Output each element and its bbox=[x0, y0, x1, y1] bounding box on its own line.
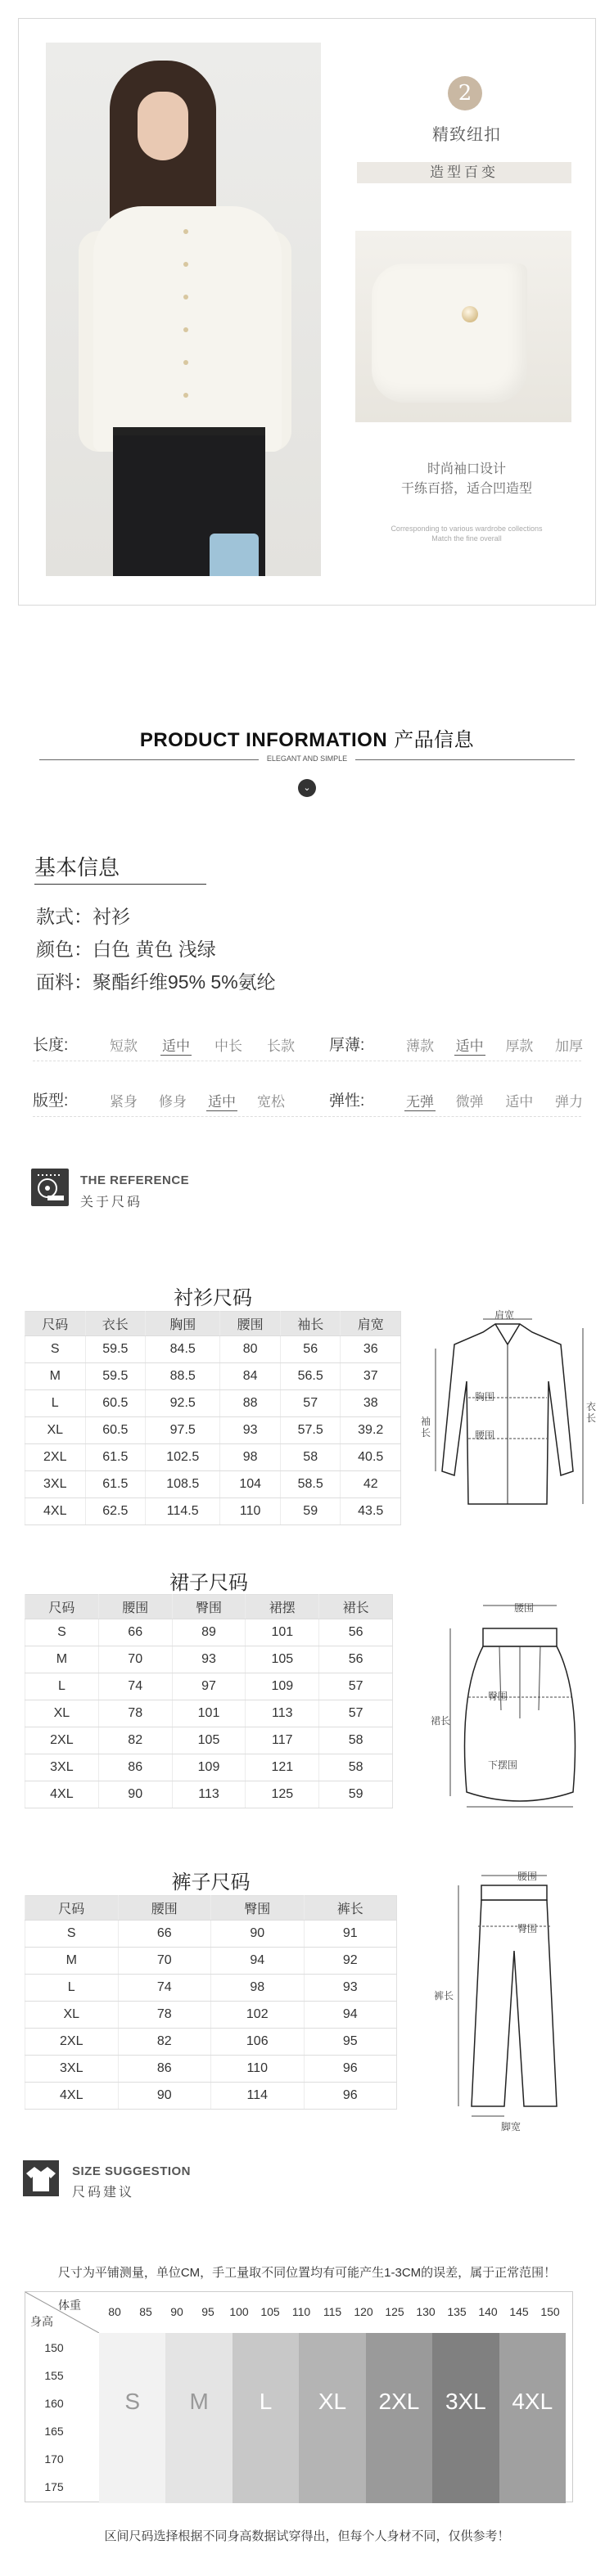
table-cell: 102.5 bbox=[146, 1444, 220, 1471]
table-header: 裙摆 bbox=[246, 1595, 319, 1619]
table-cell: 60.5 bbox=[85, 1390, 146, 1417]
table-cell: 117 bbox=[246, 1727, 319, 1754]
table-cell: 70 bbox=[98, 1646, 172, 1673]
detail-title: 精致纽扣 bbox=[432, 126, 501, 144]
shirt-table-body bbox=[25, 1336, 401, 1525]
table-cell: 82 bbox=[98, 1727, 172, 1754]
table-cell: 90 bbox=[98, 1781, 172, 1808]
table-header: 腰围 bbox=[98, 1595, 172, 1619]
size-band bbox=[432, 2333, 499, 2503]
size-band-label: 2XL bbox=[378, 2389, 420, 2414]
table-row bbox=[25, 1619, 393, 1646]
table-cell: 92 bbox=[304, 1948, 397, 1975]
skirt-diagram bbox=[442, 1596, 589, 1817]
model-belt bbox=[113, 427, 265, 435]
table-cell: 125 bbox=[246, 1781, 319, 1808]
table-cell: 59.5 bbox=[85, 1363, 146, 1390]
table-cell: 3XL bbox=[25, 2056, 119, 2083]
table-cell: 59 bbox=[280, 1498, 341, 1525]
chevron-down-icon: ⌄ bbox=[298, 779, 316, 797]
length-option-selected: 适中 bbox=[160, 1034, 192, 1056]
cuff-tiny-text bbox=[370, 524, 563, 543]
table-cell: 105 bbox=[246, 1646, 319, 1673]
shirt-diagram-shoulder: 肩宽 bbox=[494, 1309, 515, 1321]
suggestion-title-en: SIZE SUGGESTION bbox=[72, 2164, 192, 2178]
table-cell: 102 bbox=[211, 2002, 305, 2029]
height-header: 175 bbox=[44, 2480, 64, 2493]
reference-title-cn: 关于尺码 bbox=[80, 1196, 143, 1209]
table-cell: 84 bbox=[220, 1363, 281, 1390]
table-row bbox=[25, 1417, 401, 1444]
suggestion-title-cn: 尺码建议 bbox=[72, 2186, 135, 2200]
table-header-row bbox=[25, 1896, 397, 1921]
weight-header: 90 bbox=[170, 2305, 183, 2318]
fit-label: 版型: bbox=[33, 1092, 69, 1110]
length-option: 短款 bbox=[110, 1038, 138, 1054]
suggestion-note: 尺寸为平铺测量，单位CM，手工量取不同位置均有可能产生1-3CM的误差，属于正常范围！ bbox=[57, 2266, 557, 2280]
model-photo bbox=[46, 43, 321, 576]
table-row bbox=[25, 1781, 393, 1808]
corner-weight-label: 体重 bbox=[58, 2299, 81, 2312]
attr-divider bbox=[33, 1116, 581, 1117]
table-cell: 70 bbox=[118, 1948, 211, 1975]
table-cell: 101 bbox=[246, 1619, 319, 1646]
table-cell: 86 bbox=[98, 1754, 172, 1781]
table-row bbox=[25, 2029, 397, 2056]
shirt-table-title: 衬衫尺码 bbox=[174, 1287, 252, 1309]
table-row bbox=[25, 1727, 393, 1754]
size-band bbox=[299, 2333, 365, 2503]
pants-diagram-length: 裤长 bbox=[434, 1990, 454, 2002]
table-cell: 36 bbox=[341, 1336, 401, 1363]
height-header: 170 bbox=[44, 2452, 64, 2466]
size-band bbox=[165, 2333, 232, 2503]
weight-header: 140 bbox=[478, 2305, 498, 2318]
pants-diagram-waist: 腰围 bbox=[517, 1871, 538, 1882]
thickness-option: 薄款 bbox=[406, 1038, 434, 1054]
table-cell: S bbox=[25, 1336, 86, 1363]
pants-diagram-hip: 臀围 bbox=[517, 1923, 538, 1934]
table-row bbox=[25, 1390, 401, 1417]
fit-option: 宽松 bbox=[257, 1094, 285, 1110]
table-cell: 3XL bbox=[25, 1471, 86, 1498]
table-cell: 74 bbox=[98, 1673, 172, 1700]
table-cell: 58 bbox=[280, 1444, 341, 1471]
table-cell: 121 bbox=[246, 1754, 319, 1781]
skirt-table-title: 裙子尺码 bbox=[169, 1572, 248, 1594]
table-cell: 93 bbox=[220, 1417, 281, 1444]
table-cell: 58.5 bbox=[280, 1471, 341, 1498]
table-row bbox=[25, 2002, 397, 2029]
cuff-caption-line2: 干练百搭，适合凹造型 bbox=[400, 482, 532, 496]
table-cell: 56.5 bbox=[280, 1363, 341, 1390]
table-header: 尺码 bbox=[25, 1896, 119, 1921]
cuff-detail-photo bbox=[355, 231, 571, 422]
shirt-diagram bbox=[426, 1308, 589, 1520]
table-header: 尺码 bbox=[25, 1595, 99, 1619]
size-band-label: XL bbox=[318, 2389, 347, 2414]
table-cell: 80 bbox=[220, 1336, 281, 1363]
weight-header: 130 bbox=[416, 2305, 436, 2318]
table-cell: 56 bbox=[319, 1646, 393, 1673]
table-cell: 114 bbox=[211, 2083, 305, 2110]
table-cell: 96 bbox=[304, 2083, 397, 2110]
table-cell: 92.5 bbox=[146, 1390, 220, 1417]
skirt-size-table bbox=[25, 1594, 393, 1808]
shirt-diagram-length: 衣长 bbox=[586, 1401, 597, 1424]
product-info-title-cn: 产品信息 bbox=[394, 729, 475, 751]
table-header: 袖长 bbox=[280, 1312, 341, 1336]
table-header: 尺码 bbox=[25, 1312, 86, 1336]
table-cell: 66 bbox=[118, 1921, 211, 1948]
elastic-label: 弹性: bbox=[329, 1092, 365, 1110]
table-cell: 101 bbox=[172, 1700, 246, 1727]
cuff-button bbox=[462, 306, 478, 322]
table-cell: 114.5 bbox=[146, 1498, 220, 1525]
table-cell: 113 bbox=[172, 1781, 246, 1808]
weight-header: 150 bbox=[540, 2305, 560, 2318]
table-cell: 98 bbox=[220, 1444, 281, 1471]
table-cell: 89 bbox=[172, 1619, 246, 1646]
table-cell: 2XL bbox=[25, 1727, 99, 1754]
length-option: 中长 bbox=[214, 1038, 242, 1054]
skirt-diagram-length: 裙长 bbox=[431, 1715, 451, 1727]
thickness-option: 加厚 bbox=[554, 1038, 583, 1054]
table-cell: 94 bbox=[304, 2002, 397, 2029]
elastic-option: 弹力 bbox=[554, 1094, 583, 1110]
table-header: 胸围 bbox=[146, 1312, 220, 1336]
table-cell: 105 bbox=[172, 1727, 246, 1754]
table-cell: 61.5 bbox=[85, 1471, 146, 1498]
fit-option-selected: 适中 bbox=[206, 1090, 237, 1111]
length-label: 长度: bbox=[33, 1037, 69, 1054]
table-cell: 88 bbox=[220, 1390, 281, 1417]
table-header: 臀围 bbox=[211, 1896, 305, 1921]
table-row bbox=[25, 1948, 397, 1975]
tiny-line2: Match the fine overall bbox=[431, 534, 502, 543]
step-number-badge: 2 bbox=[448, 76, 482, 110]
table-cell: XL bbox=[25, 1417, 86, 1444]
table-cell: M bbox=[25, 1646, 99, 1673]
table-header-row bbox=[25, 1312, 401, 1336]
skirt-diagram-hem: 下摆围 bbox=[488, 1759, 518, 1771]
table-cell: 58 bbox=[319, 1754, 393, 1781]
table-header-row bbox=[25, 1595, 393, 1619]
table-cell: 3XL bbox=[25, 1754, 99, 1781]
weight-header: 115 bbox=[323, 2305, 342, 2318]
table-cell: 104 bbox=[220, 1471, 281, 1498]
cuff-caption bbox=[368, 460, 565, 499]
tape-measure-icon bbox=[31, 1169, 69, 1206]
table-row bbox=[25, 2056, 397, 2083]
shirt-icon bbox=[23, 2160, 59, 2196]
weight-header: 95 bbox=[201, 2305, 214, 2318]
size-band-label: 3XL bbox=[445, 2389, 486, 2414]
shirt-diagram-sleeve: 袖长 bbox=[421, 1416, 431, 1439]
table-cell: 56 bbox=[280, 1336, 341, 1363]
table-cell: 61.5 bbox=[85, 1444, 146, 1471]
elastic-option: 微弹 bbox=[455, 1094, 484, 1110]
height-header: 150 bbox=[44, 2341, 64, 2354]
fit-options bbox=[108, 1090, 287, 1111]
shirt-diagram-waist: 腰围 bbox=[475, 1430, 495, 1441]
basic-style: 款式：衬衫 bbox=[36, 906, 130, 927]
table-cell: 96 bbox=[304, 2056, 397, 2083]
table-cell: 90 bbox=[211, 1921, 305, 1948]
table-row bbox=[25, 1471, 401, 1498]
table-cell: XL bbox=[25, 1700, 99, 1727]
table-cell: 42 bbox=[341, 1471, 401, 1498]
thickness-label: 厚薄: bbox=[329, 1037, 365, 1054]
table-cell: 110 bbox=[211, 2056, 305, 2083]
fit-option: 修身 bbox=[159, 1094, 187, 1110]
size-suggestion-grid bbox=[25, 2291, 573, 2502]
weight-header: 145 bbox=[509, 2305, 529, 2318]
thickness-options bbox=[404, 1034, 585, 1056]
skirt-diagram-hip: 臀围 bbox=[488, 1691, 508, 1702]
elastic-option-selected: 无弹 bbox=[404, 1090, 436, 1111]
table-cell: 4XL bbox=[25, 2083, 119, 2110]
cuff-shape bbox=[372, 263, 527, 403]
basic-colors: 颜色：白色 黄色 浅绿 bbox=[36, 939, 216, 960]
table-cell: 57.5 bbox=[280, 1417, 341, 1444]
table-row bbox=[25, 1700, 393, 1727]
table-cell: 59.5 bbox=[85, 1336, 146, 1363]
table-cell: 58 bbox=[319, 1727, 393, 1754]
pants-table-title: 裤子尺码 bbox=[171, 1871, 251, 1894]
table-cell: M bbox=[25, 1363, 86, 1390]
table-cell: 88.5 bbox=[146, 1363, 220, 1390]
table-cell: 39.2 bbox=[341, 1417, 401, 1444]
cuff-caption-line1: 时尚袖口设计 bbox=[427, 462, 506, 476]
table-cell: 78 bbox=[118, 2002, 211, 2029]
product-info-title-en: PRODUCT INFORMATION bbox=[139, 729, 388, 751]
table-cell: XL bbox=[25, 2002, 119, 2029]
table-row bbox=[25, 1498, 401, 1525]
table-cell: 57 bbox=[319, 1700, 393, 1727]
table-cell: 4XL bbox=[25, 1498, 86, 1525]
table-cell: M bbox=[25, 1948, 119, 1975]
table-cell: 95 bbox=[304, 2029, 397, 2056]
weight-header: 110 bbox=[291, 2305, 311, 2318]
basic-info-underline bbox=[34, 884, 206, 885]
pants-diagram-leg: 脚宽 bbox=[501, 2121, 521, 2132]
table-cell: 40.5 bbox=[341, 1444, 401, 1471]
table-header: 臀围 bbox=[172, 1595, 246, 1619]
table-cell: 74 bbox=[118, 1975, 211, 2002]
product-info-sub-text: ELEGANT AND SIMPLE bbox=[259, 754, 355, 763]
weight-header: 125 bbox=[385, 2305, 404, 2318]
corner-height-label: 身高 bbox=[30, 2315, 53, 2328]
table-cell: L bbox=[25, 1975, 119, 2002]
shirt-size-table bbox=[25, 1311, 401, 1525]
length-option: 长款 bbox=[267, 1038, 295, 1054]
table-cell: 98 bbox=[211, 1975, 305, 2002]
table-cell: 2XL bbox=[25, 2029, 119, 2056]
table-cell: 93 bbox=[304, 1975, 397, 2002]
table-row bbox=[25, 1646, 393, 1673]
table-cell: 106 bbox=[211, 2029, 305, 2056]
elastic-options bbox=[404, 1090, 585, 1111]
table-cell: 82 bbox=[118, 2029, 211, 2056]
table-header: 衣长 bbox=[85, 1312, 146, 1336]
shirt-diagram-chest: 胸围 bbox=[475, 1391, 495, 1403]
weight-header: 105 bbox=[260, 2305, 280, 2318]
table-cell: 91 bbox=[304, 1921, 397, 1948]
table-cell: 97 bbox=[172, 1673, 246, 1700]
height-header: 165 bbox=[44, 2425, 64, 2438]
table-header: 腰围 bbox=[220, 1312, 281, 1336]
table-cell: L bbox=[25, 1673, 99, 1700]
skirt-diagram-waist: 腰围 bbox=[514, 1602, 535, 1614]
elastic-option: 适中 bbox=[505, 1094, 534, 1110]
table-row bbox=[25, 1336, 401, 1363]
weight-header: 135 bbox=[447, 2305, 467, 2318]
size-band-label: 4XL bbox=[512, 2389, 553, 2414]
skirt-table-body bbox=[25, 1619, 393, 1808]
table-cell: 78 bbox=[98, 1700, 172, 1727]
weight-header: 80 bbox=[108, 2305, 121, 2318]
table-cell: 109 bbox=[172, 1754, 246, 1781]
table-row bbox=[25, 1921, 397, 1948]
height-header: 160 bbox=[44, 2397, 64, 2410]
model-scarf bbox=[210, 534, 259, 576]
table-row bbox=[25, 1673, 393, 1700]
size-band-label: S bbox=[124, 2389, 141, 2414]
pants-diagram bbox=[449, 1869, 580, 2131]
table-cell: 93 bbox=[172, 1646, 246, 1673]
table-cell: 57 bbox=[280, 1390, 341, 1417]
table-cell: 86 bbox=[118, 2056, 211, 2083]
size-band-label: M bbox=[189, 2389, 209, 2414]
table-cell: 43.5 bbox=[341, 1498, 401, 1525]
pants-table-body bbox=[25, 1921, 397, 2110]
size-band-label: L bbox=[259, 2389, 273, 2414]
table-cell: 66 bbox=[98, 1619, 172, 1646]
height-header: 155 bbox=[44, 2369, 64, 2382]
basic-fabric: 面料：聚酯纤维95% 5%氨纶 bbox=[36, 971, 276, 993]
thickness-option-selected: 适中 bbox=[454, 1034, 485, 1056]
table-header: 腰围 bbox=[118, 1896, 211, 1921]
size-band bbox=[366, 2333, 432, 2503]
suggestion-footer: 区间尺码选择根据不同身高数据试穿得出，但每个人身材不同，仅供参考！ bbox=[104, 2529, 510, 2543]
reference-title-en: THE REFERENCE bbox=[80, 1173, 190, 1187]
basic-info-heading: 基本信息 bbox=[34, 855, 120, 880]
table-header: 裙长 bbox=[319, 1595, 393, 1619]
table-cell: 113 bbox=[246, 1700, 319, 1727]
length-options bbox=[108, 1034, 296, 1056]
product-info-title bbox=[0, 723, 614, 752]
table-row bbox=[25, 1975, 397, 2002]
table-cell: 60.5 bbox=[85, 1417, 146, 1444]
table-cell: 97.5 bbox=[146, 1417, 220, 1444]
table-cell: 2XL bbox=[25, 1444, 86, 1471]
table-header: 裤长 bbox=[304, 1896, 397, 1921]
table-cell: L bbox=[25, 1390, 86, 1417]
table-header: 肩宽 bbox=[341, 1312, 401, 1336]
weight-header: 85 bbox=[139, 2305, 152, 2318]
table-cell: 37 bbox=[341, 1363, 401, 1390]
table-cell: 94 bbox=[211, 1948, 305, 1975]
table-cell: S bbox=[25, 1921, 119, 1948]
table-row bbox=[25, 1444, 401, 1471]
weight-header: 100 bbox=[229, 2305, 249, 2318]
product-info-sub bbox=[0, 754, 614, 763]
table-cell: 4XL bbox=[25, 1781, 99, 1808]
table-cell: 110 bbox=[220, 1498, 281, 1525]
table-row bbox=[25, 1363, 401, 1390]
fit-option: 紧身 bbox=[110, 1094, 138, 1110]
size-band bbox=[233, 2333, 299, 2503]
table-cell: 38 bbox=[341, 1390, 401, 1417]
table-row bbox=[25, 2083, 397, 2110]
tiny-line1: Corresponding to various wardrobe collections bbox=[391, 525, 543, 533]
weight-header: 120 bbox=[354, 2305, 373, 2318]
table-cell: 56 bbox=[319, 1619, 393, 1646]
table-cell: 59 bbox=[319, 1781, 393, 1808]
detail-subtitle: 造型百变 bbox=[357, 162, 571, 183]
table-row bbox=[25, 1754, 393, 1781]
table-cell: S bbox=[25, 1619, 99, 1646]
size-band bbox=[99, 2333, 165, 2503]
table-cell: 90 bbox=[118, 2083, 211, 2110]
table-cell: 108.5 bbox=[146, 1471, 220, 1498]
table-cell: 109 bbox=[246, 1673, 319, 1700]
pants-size-table bbox=[25, 1895, 397, 2110]
size-band bbox=[499, 2333, 566, 2503]
table-cell: 84.5 bbox=[146, 1336, 220, 1363]
thickness-option: 厚款 bbox=[505, 1038, 534, 1054]
table-cell: 57 bbox=[319, 1673, 393, 1700]
table-cell: 62.5 bbox=[85, 1498, 146, 1525]
